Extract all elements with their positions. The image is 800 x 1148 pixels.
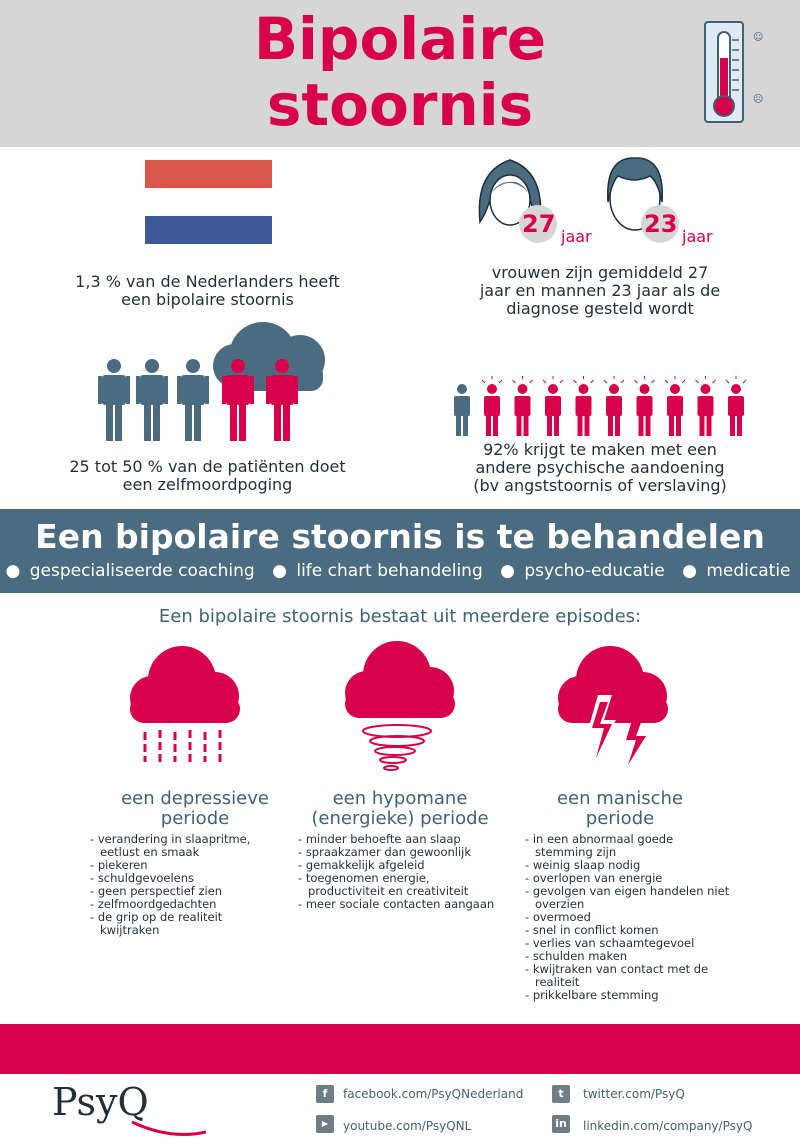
footer-band: [0, 1024, 800, 1074]
list-item: - geen perspectief zien: [90, 885, 275, 898]
title-line-2: stoornis: [266, 71, 534, 139]
stressed-person-icon: [665, 376, 685, 436]
stressed-person-icon: [543, 376, 563, 436]
tornado-cloud-icon: [335, 635, 460, 780]
youtube-icon[interactable]: ▶: [316, 1115, 334, 1133]
facebook-link[interactable]: facebook.com/PsyQNederland: [343, 1087, 524, 1101]
stressed-person-icon: [482, 376, 502, 436]
logo-swoosh-icon: [130, 1118, 210, 1140]
list-item: - toegenomen energie, productiviteit en creativiteit: [298, 872, 503, 898]
page-title: [0, 6, 800, 138]
age-text: vrouwen zijn gemiddeld 27 jaar en mannen 23 jaar als de diagnose gesteld wordt: [479, 263, 721, 318]
dutch-flag-icon: [145, 160, 272, 244]
list-item: - snel in conflict komen: [525, 924, 730, 937]
lightning-cloud-icon: [548, 640, 673, 770]
prevalence-text: 1,3 % van de Nederlanders heeft een bipolaire stoornis: [75, 272, 340, 309]
list-item: - overlopen van energie: [525, 872, 730, 885]
comorbidity-people-illustration: [450, 376, 750, 438]
treatment-item: ● life chart behandeling: [272, 561, 483, 581]
depressive-title: een depressieve periode: [121, 788, 269, 829]
list-item: - prikkelbare stemming: [525, 989, 730, 1002]
list-item: - verlies van schaamtegevoel: [525, 937, 730, 950]
men-age-unit: jaar: [682, 227, 713, 246]
women-age-value: 27: [522, 210, 556, 238]
list-item: - piekeren: [90, 859, 275, 872]
svg-text:☺: ☺: [753, 32, 764, 43]
list-item: - meer sociale contacten aangaan: [298, 898, 503, 911]
list-item: - zelfmoordgedachten: [90, 898, 275, 911]
stressed-person-icon: [696, 376, 716, 436]
treatment-item: ● psycho-educatie: [500, 561, 665, 581]
list-item: - schuldgevoelens: [90, 872, 275, 885]
list-item: - de grip op de realiteit kwijtraken: [90, 911, 275, 937]
list-item: - gevolgen van eigen handelen niet overzien: [525, 885, 730, 911]
treatment-item: ● medicatie: [682, 561, 791, 581]
facebook-icon[interactable]: f: [316, 1085, 334, 1103]
stressed-person-icon: [635, 376, 655, 436]
list-item: - schulden maken: [525, 950, 730, 963]
twitter-icon[interactable]: t: [552, 1085, 570, 1103]
men-age-value: 23: [644, 210, 678, 238]
women-age-unit: jaar: [561, 227, 592, 246]
suicide-text: 25 tot 50 % van de patiënten doet een zelfmoordpoging: [69, 457, 346, 494]
rain-cloud-icon: [120, 640, 245, 770]
episodes-heading: Een bipolaire stoornis bestaat uit meerdere episodes:: [158, 606, 642, 627]
treatment-title: Een bipolaire stoornis is te behandelen: [35, 517, 765, 556]
list-item: - overmoed: [525, 911, 730, 924]
comorbidity-text: 92% krijgt te maken met een andere psychische aandoening (bv angststoornis of verslaving): [473, 440, 727, 495]
title-line-1: Bipolaire: [253, 5, 547, 73]
stressed-person-icon: [726, 376, 746, 436]
thermometer-icon: [695, 18, 775, 128]
treatment-item: ● gespecialiseerde coaching: [5, 561, 255, 581]
treatment-list: [0, 561, 800, 581]
list-item: - minder behoefte aan slaap: [298, 833, 503, 846]
stressed-person-icon: [574, 376, 594, 436]
manic-title: een manische periode: [556, 788, 683, 829]
youtube-link[interactable]: youtube.com/PsyQNL: [343, 1119, 472, 1133]
list-item: - in een abnormaal goede stemming zijn: [525, 833, 730, 859]
depressive-list: [90, 833, 275, 937]
svg-text:☹: ☹: [753, 94, 764, 105]
list-item: - kwijtraken van contact met de realiteit: [525, 963, 730, 989]
stressed-person-icon: [604, 376, 624, 436]
psyq-logo[interactable]: PsyQ: [52, 1080, 149, 1124]
hypomanic-list: [298, 833, 503, 911]
list-item: - verandering in slaapritme, eetlust en smaak: [90, 833, 275, 859]
people-cloud-illustration: [95, 318, 330, 446]
manic-list: [525, 833, 730, 1002]
list-item: - spraakzamer dan gewoonlijk: [298, 846, 503, 859]
linkedin-link[interactable]: linkedin.com/company/PsyQ: [583, 1119, 753, 1133]
hypomanic-title: een hypomane (energieke) periode: [311, 788, 489, 829]
list-item: - gemakkelijk afgeleid: [298, 859, 503, 872]
stressed-person-icon: [513, 376, 533, 436]
twitter-link[interactable]: twitter.com/PsyQ: [583, 1087, 685, 1101]
list-item: - weinig slaap nodig: [525, 859, 730, 872]
linkedin-icon[interactable]: in: [552, 1115, 570, 1133]
